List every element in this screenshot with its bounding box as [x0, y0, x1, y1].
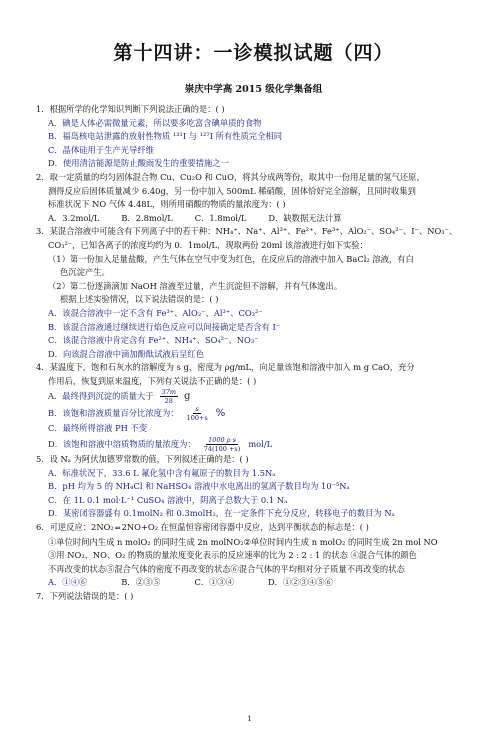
option-c: C．1.8mol/L	[194, 212, 247, 223]
question-stem	[36, 521, 471, 536]
option-b: B．福岛核电站泄露的放射性物质 ¹³¹I 与 ¹²⁷I 所有性质完全相同	[48, 131, 282, 142]
statement-line: ③用 NO₂、NO、O₂ 的物质的量浓度变化表示的反应速率的比为 2 : 2 : 1 的状态 ④混合气体的颜色	[48, 550, 417, 561]
fraction-numerator: s	[195, 405, 199, 414]
question-5	[36, 453, 471, 521]
option-d: D．向该混合溶液中滴加酚酞试液后呈红色	[48, 348, 204, 359]
option-c: C．最终所得溶液 PH 不变	[48, 423, 148, 434]
fraction-numerator: 1000 ρ s	[208, 436, 236, 445]
fraction	[160, 388, 178, 405]
experiment-2: （2）第二份逐滴滴加 NaOH 溶液至过量，产生沉淀但不溶解，并有气体逸出。	[48, 280, 343, 291]
question-1	[36, 103, 471, 171]
equilibrium-arrow-icon: ⇌	[114, 524, 121, 533]
option-a: A．标准状况下，33.6 L 氟化氢中含有氟原子的数目为 1.5Nₐ	[48, 467, 276, 478]
unit: mol/L	[248, 438, 273, 449]
page-number: 1	[247, 715, 252, 723]
fraction	[185, 405, 210, 422]
fraction-denominator: 74(100 +s)	[203, 445, 241, 454]
question-stem: 5．设 Nₐ 为阿伏加德罗常数的值，下列叙述正确的是：( )	[36, 454, 249, 465]
question-4	[36, 361, 471, 453]
question-2	[36, 171, 471, 225]
question-stem-cont: 作用后，恢复到原来温度，下列有关说法不正确的是：( )	[48, 375, 257, 386]
question-stem-pre: 6．可逆反应：2NO₂	[36, 522, 114, 533]
fraction-denominator: 100+s	[186, 414, 208, 423]
option-c: C．晶体硅用于生产光导纤维	[48, 144, 154, 155]
question-stem: 7．下列说法错误的是：( )	[36, 591, 134, 601]
question-3	[36, 225, 471, 361]
question-stem: 3．某混合溶液中可能含有下列离子中的若干种：NH₄⁺、Na⁺、Al³⁺、Fe²⁺、Fe³⁺、AlO₂⁻、SO₄²⁻、I⁻、NO₃⁻、	[36, 226, 458, 237]
question-7	[36, 590, 471, 604]
page-title: 第十四讲：一诊模拟试题（四）	[113, 42, 394, 64]
unit: g	[184, 391, 191, 403]
statement-line: 不再改变的状态⑤混合气体的密度不再改变的状态⑥混合气体的平均相对分子质量不再改变的状态	[48, 563, 405, 574]
fraction-numerator: 37m	[161, 388, 176, 397]
question-ask: 根据上述实验情况，以下说法错误的是：( )	[60, 294, 219, 305]
option-d: D．使用清洁能源是防止酸雨发生的重要措施之一	[48, 158, 229, 169]
fraction-denominator: 28	[164, 397, 173, 406]
option-c: C．在 1L 0.1 mol·L⁻¹ CuSO₄ 溶液中，阴离子总数大于 0.1 Nₐ	[48, 494, 288, 505]
experiment-1: （1）第一份加入足量盐酸，产生气体在空气中变为红色，在反应后的溶液中加入 BaCl₂ 溶液，有白	[48, 253, 414, 264]
question-stem: 1．根据所学的化学知识判断下列说法正确的是：( )	[36, 104, 225, 114]
option-a	[36, 388, 471, 405]
option-d: D．①②③④⑤⑥	[268, 577, 333, 588]
option-a: A．碘是人体必需微量元素，所以要多吃富含碘单质的食物	[48, 117, 262, 128]
question-stem-cont: CO₃²⁻，已知各离子的浓度均约为 0．1mol/L，现取两份 20ml 该溶液进行如下实验：	[48, 239, 368, 250]
option-d: D．缺数据无法计算	[268, 212, 342, 223]
exam-page	[0, 38, 499, 729]
statement-line: ①单位时间内生成 n molO₂ 的同时生成 2n molNO₂②单位时间内生成 n molO₂ 的同时生成 2n mol NO	[48, 536, 438, 547]
option-b-text: B．该饱和溶液质量百分比浓度为：	[48, 408, 179, 419]
option-a: A．该混合溶液中一定不含有 Fe³⁺、AlO₂⁻、Al³⁺、CO₃²⁻	[48, 307, 263, 318]
option-a: A．①④⑥	[48, 577, 88, 588]
question-stem: 4．某温度下，饱和石灰水的溶解度为 s g，密度为 ρg/mL，向足量该饱和溶液中加入 m g CaO，充分	[36, 362, 415, 373]
experiment-1-cont: 色沉淀产生。	[60, 267, 110, 278]
question-stem-cont: 标准状况下 NO 气体 4.48L，则所用硝酸的物质的量浓度为：( )	[48, 199, 286, 210]
option-a: A．3.2mol/L	[48, 212, 100, 223]
options-row	[36, 576, 471, 590]
option-d: D．某密闭容器盛有 0.1molN₂ 和 0.3molH₂，在一定条件下充分反应，转移电子的数目为 Nₐ	[48, 508, 395, 519]
option-d	[36, 436, 471, 453]
option-b: B．该混合溶液通过继续进行焰色反应可以间接确定是否含有 I⁻	[48, 321, 281, 332]
option-d-text: D．该饱和溶液中溶质物质的量浓度为：	[48, 438, 196, 449]
option-b	[36, 405, 471, 422]
fraction	[202, 436, 243, 453]
question-6	[36, 521, 471, 590]
option-c: C．该混合溶液中肯定含有 Fe²⁺、NH₄⁺、SO₄²⁻、NO₃⁻	[48, 335, 259, 346]
question-stem-post: 2NO+O₂ 在恒温恒容密闭容器中反应，达到平衡状态的标志是：( )	[121, 522, 369, 533]
question-stem-cont: 测得反应后固体质量减少 6.40g，另一份中加入 500mL 稀硝酸，固体恰好完全溶解，且同时收集到	[48, 185, 416, 196]
option-b: B．pH 均为 5 的 NH₄Cl 和 NaHSO₄ 溶液中水电离出的氢离子数目均为 10⁻⁵Nₐ	[48, 481, 350, 492]
options-row	[36, 212, 471, 226]
unit: %	[215, 408, 226, 420]
page-subtitle: 崇庆中学高 2015 级化学集备组	[184, 84, 323, 95]
option-b: B．2.8mol/L	[121, 212, 173, 223]
option-b: B．②③⑤	[121, 577, 161, 588]
question-stem: 2．取一定质量的均匀固体混合物 Cu、Cu₂O 和 CuO，将其分成两等份，取其中一份用足量的氢气还原，	[36, 171, 425, 182]
option-a-text: A．最终得到沉淀的质量大于	[48, 391, 154, 402]
option-c: C．①③④	[194, 577, 235, 588]
